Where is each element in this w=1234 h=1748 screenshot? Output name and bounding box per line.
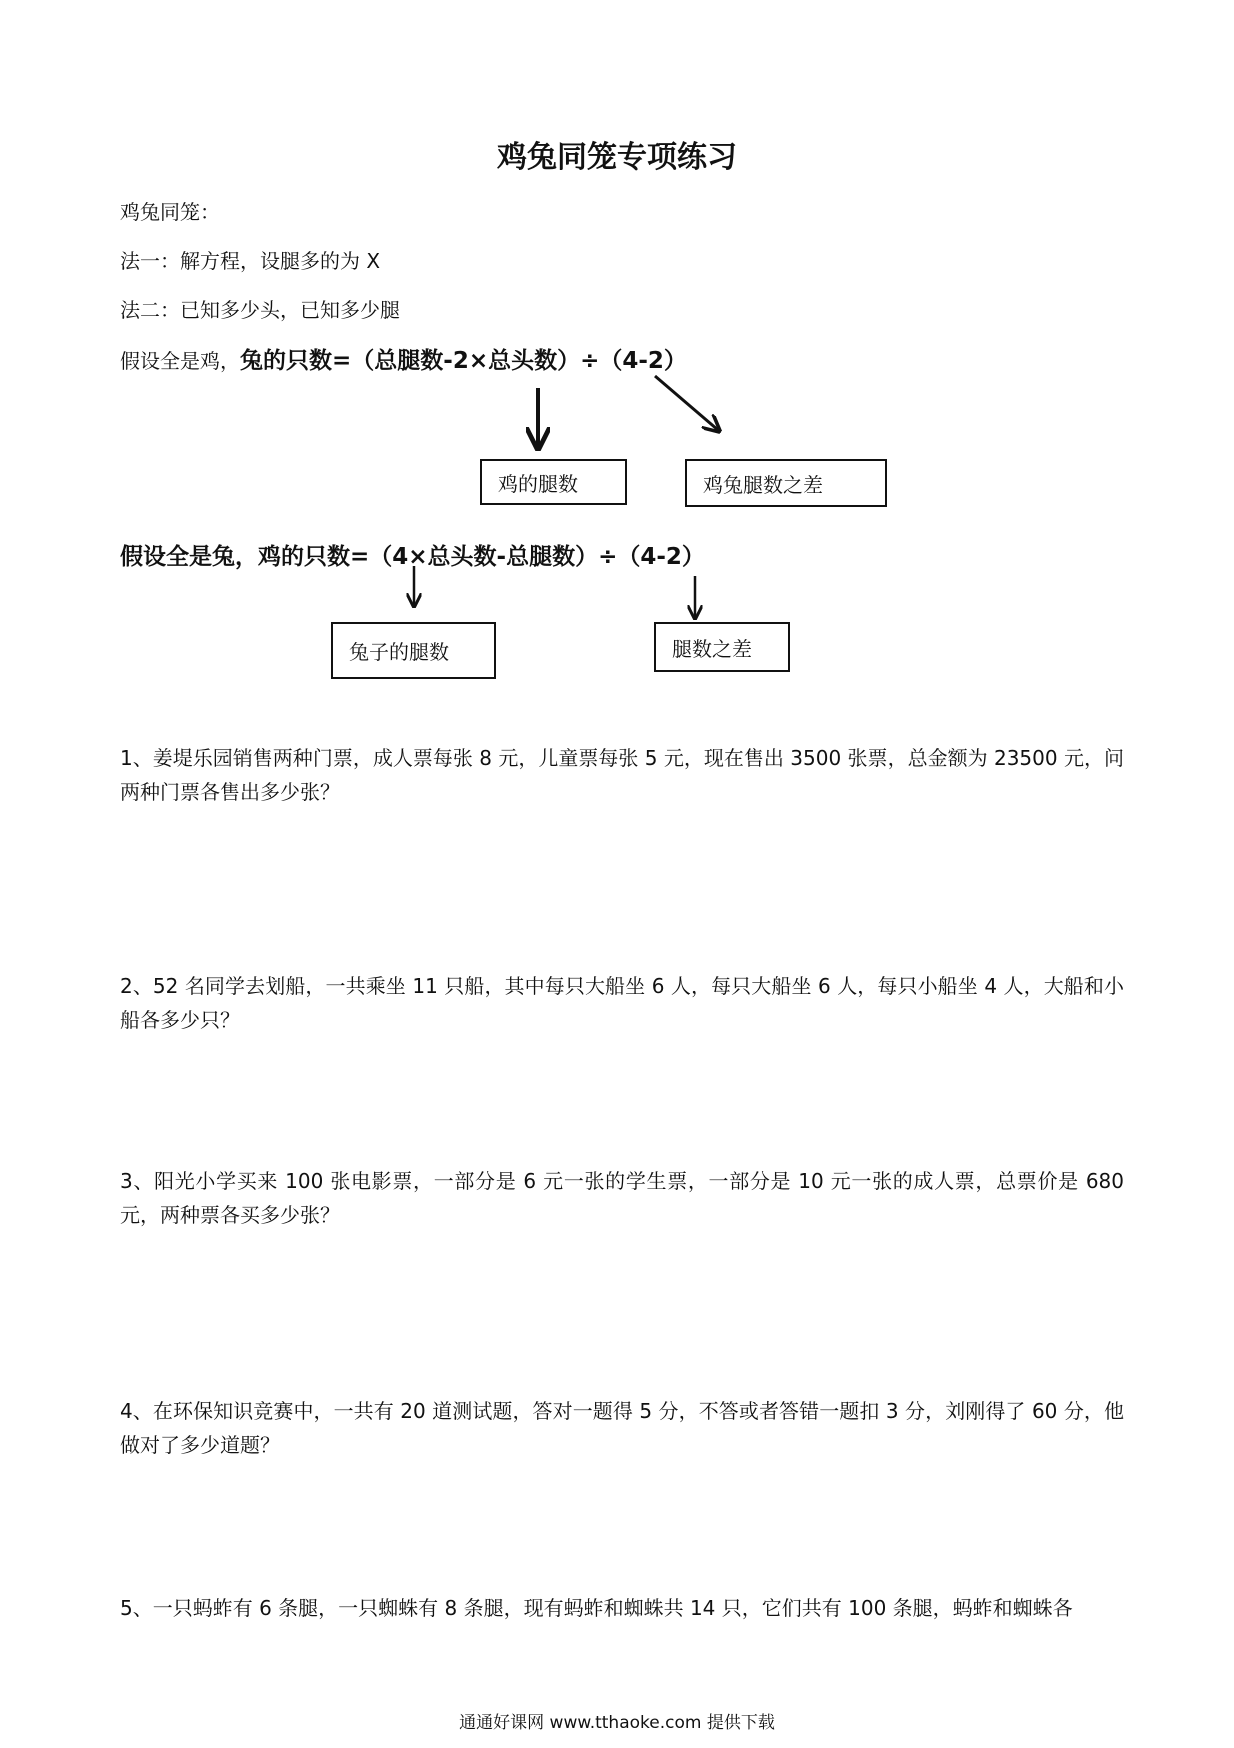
page-title: 鸡兔同笼专项练习 (497, 140, 737, 175)
formula-arrows (0, 0, 1234, 700)
question-4: 4、在环保知识竞赛中，一共有 20 道测试题，答对一题得 5 分，不答或者答错一题扣 3 分，刘刚得了 60 分，他做对了多少道题？ (120, 1399, 1124, 1457)
question-1: 1、姜堤乐园销售两种门票，成人票每张 8 元，儿童票每张 5 元，现在售出 3500 张票，总金额为 23500 元，问两种门票各售出多少张？ (120, 746, 1124, 804)
footer-credit: 通通好课网 www.tthaoke.com 提供下载 (459, 1713, 775, 1733)
question-5: 5、一只蚂蚱有 6 条腿，一只蜘蛛有 8 条腿，现有蚂蚱和蜘蛛共 14 只，它们共有 100 条腿，蚂蚱和蜘蛛各 (120, 1596, 1073, 1620)
box-leg-difference-1 (685, 459, 887, 507)
box-leg-difference-1-label: 鸡兔腿数之差 (703, 472, 823, 497)
box-chicken-legs-label: 鸡的腿数 (498, 471, 578, 496)
method-one: 法一：解方程，设腿多的为 X (120, 249, 381, 273)
box-leg-difference-2-label: 腿数之差 (672, 636, 752, 661)
intro-heading: 鸡兔同笼： (120, 200, 220, 224)
question-2: 2、52 名同学去划船，一共乘坐 11 只船，其中每只大船坐 6 人，每只大船坐 6 人，每只小船坐 4 人，大船和小船各多少只？ (120, 974, 1124, 1032)
arrow-diagonal-right-1 (655, 376, 718, 430)
box-leg-difference-2 (654, 622, 790, 672)
box-rabbit-legs-label: 兔子的腿数 (349, 640, 449, 664)
formula-chicken-count: 假设全是兔，鸡的只数=（4×总头数-总腿数）÷（4-2） (120, 544, 705, 570)
method-two: 法二：已知多少头，已知多少腿 (120, 298, 400, 322)
formula-chicken-prefix: 假设全是鸡， (120, 349, 240, 373)
question-3: 3、阳光小学买来 100 张电影票，一部分是 6 元一张的学生票，一部分是 10 元一张的成人票，总票价是 680 元，两种票各买多少张？ (120, 1169, 1124, 1227)
box-rabbit-legs (331, 622, 496, 679)
box-chicken-legs (480, 459, 627, 505)
formula-rabbit-count: 兔的只数=（总腿数-2×总头数）÷（4-2） (240, 348, 687, 374)
